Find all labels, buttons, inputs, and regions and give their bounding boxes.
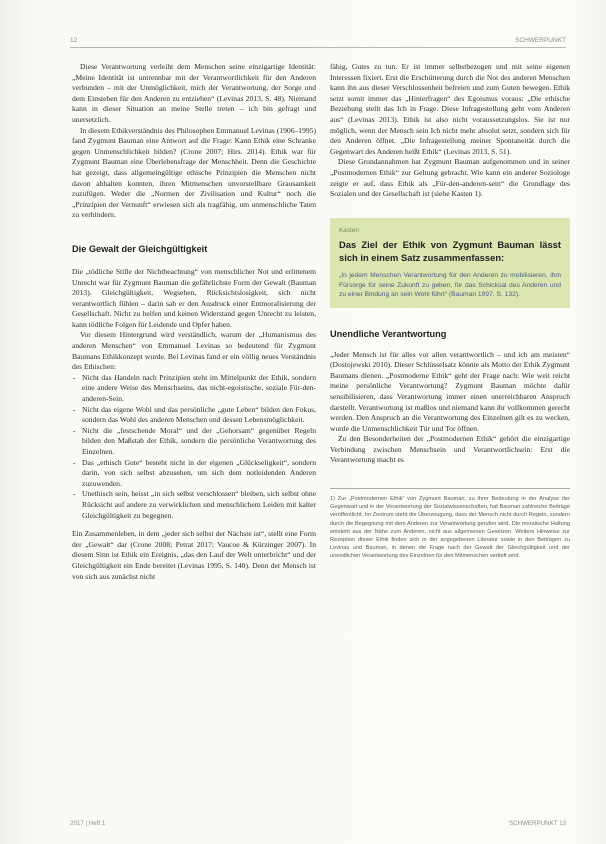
info-box [330,218,570,308]
footer-page: SCHWERPUNKT 13 [509,820,566,827]
page-header [70,34,566,46]
box-quote: „In jedem Menschen Verantwortung für den Anderen zu mobilisieren, ihm Fürsorge für seine Zukunft zu geben, für das Schicksal des Anderen und zu einer Bindung an sein Wohl führt“ (Bauman 1997, S. 132). [339,272,561,299]
paragraph: Diese Grundannahmen hat Zygmunt Bauman aufgenommen und in seiner „Postmodernen Ethik“ zur Geltung gebracht. Wie kann ein anderer Soziologe zeigte er auf, dass Ethik als „Für-den-anderen-sein“ die Grundlage des Sozialen und der Gesellschaft ist (siehe Kasten 1). [330,157,570,199]
bullet-list [72,373,316,521]
section-heading-unendlich: Unendliche Verantwortung [330,328,447,339]
list-item: - Nicht das Handeln nach Prinzipien steht im Mittelpunkt der Ethik, sondern eine andere Weise des Menschseins, das nicht-egoistische, soziale Für-den-anderen-Sein. [82,373,316,405]
box-label: Kasten [339,226,359,234]
paragraph: Vor diesem Hintergrund wird verständlich, warum der „Humanismus des anderen Menschen“ von Emmanuel Levinas so bedeutend für Zygmunt Baumans Ethikkonzept wurde. Bei Levinas fand er ein völlig neues Verständnis des Ethischen: [72,330,316,372]
paragraph: In diesem Ethikverständnis des Philosophen Emmanuel Levinas (1906–1995) fand Zygmunt Bauman eine Antwort auf die Frage: Kann Ethik eine Schranke gegen Unmenschlichkeit bilden? (Crone 2007; Hirs. 2014). Ethik war für Zygmunt Bauman eine Überlebensfrage der Menschheit. Denn die Geschichte hat gezeigt, dass allgemeingültige ethische Prinzipien die Menschen nicht davon abhalten konnten, ihren Mitmenschen unvorstellbare Grausamkeit zuzufügen. Weder die „Normen der Zivilisation und Kultur“ noch die „Prinzipien der Vernunft“ erwiesen sich als tragfähig, um unmenschliche Taten zu verhindern. [72,125,316,220]
list-item: - Nicht das eigene Wohl und das persönliche „gute Leben“ bilden den Fokus, sondern das Wohl des anderen Menschen und dessen Lebensmöglichkeit. [82,405,316,426]
paragraph: Zu den Besonderheiten der „Postmodernen Ethik“ gehört die einzigartige Verbindung zwischen Menschsein und Verantwortlichsein: Erst die Verantwortung macht es [330,434,570,465]
paragraph: Die „tödliche Stille der Nichtbeachtung“ von menschlicher Not und erlittenem Unrecht war für Zygmunt Bauman die gefährlichste Form der Gewalt (Bauman 2013). Gleichgültigkeit, Wegsehen, Rücksichtslosigkeit, sich nicht verantwortlich fühlen – darin sah er den Ausdruck einer Entmoralisierung der Gesellschaft. Nicht zu helfen und keinen Widerstand gegen Unrecht zu leisten, kann tödliche Folgen für Leidende und Opfer haben. [72,266,316,329]
list-item: - Nicht die „festschende Moral“ und der „Gehorsam“ gegenüber Regeln bilden den Maßstab der Ethik, sondern die persönliche Verantwortung des Einzelnen. [82,426,316,458]
paragraph: Diese Verantwortung verleiht dem Menschen seine einzigartige Identität: „Meine Identität ist untrennbar mit der Verantwortlichkeit für den Anderen verbunden – mit der Unmöglichkeit, mich der Verantwortung, der Sorge und dem Einstehen für den Anderen zu entziehen“ (Levinas 2013, S. 48). Niemand kann in dieser Situation an meine Stelle treten – ich bin gefragt und unersetzlich. [72,62,316,124]
left-column [72,62,316,582]
paragraph: Ein Zusammenleben, in dem „jeder sich selbst der Nächste ist“, stellt eine Form der „Gewalt“ dar (Crone 2008; Petrat 2017; Vaucoe & Kürzinger 2007). In diesem Sinn ist Ethik ein Ereignis, „das den Lauf der Welt unterbricht“ und der Gleichgültigkeit ein Ende bereitet (Levinas 1995, S. 140). Denn der Mensch ist von sich aus zunächst nicht [72,529,316,581]
running-title: SCHWERPUNKT [515,36,566,44]
section-heading-gewalt: Die Gewalt der Gleichgültigkeit [72,243,208,254]
footer-issue: 2017 | Heft 1 [70,820,106,827]
paragraph: „Jeder Mensch ist für alles vor allen verantwortlich – und ich am meisten“ (Dostojewski 2010). Dieser Schlüsselsatz könnte als Motto der Ethik Zygmunt Baumans dienen. „Postmoderne Ethik“ geht der Frage nach: Wie weit reicht meine persönliche Verantwortung? Zygmunt Bauman möchte dafür sensibilisieren, dass Verantwortung immer einen unerreichbaren Anspruch darstellt. Verantwortung ist maßlos und niemand kann ihr vollkommen gerecht werden. Den Anspruch an die Verantwortung des Einzelnen gilt es zu wecken, wurde die Unmenschlichkeit Tür und Tor öffnen. [330,349,570,433]
list-item: - Das „ethisch Gute“ besteht nicht in der eigenen „Glückseligkeit“, sondern darin, von sich selbst abzusehen, um sich dem notleidenden Anderen zuzuwenden. [82,458,316,490]
page-footer [70,820,566,830]
paragraph: fähig, Gutes zu tun. Er ist immer selbstbezogen und mit seine eigenen Interessen fixiert. Erst die Erschütterung durch die Not des anderen Menschen kann ihn aus dieser Verschlossenheit befreien und zum Guten bewegen. Ethik setzt somit immer das „Hinterfragen“ des Egoismus voraus: „Die ethische Beziehung stellt das Ich in Frage. Diese Infragestellung geht vom Anderen aus“ (Levinas 2013). Ethik ist also nicht voraussetzungslos. Sie ist nur möglich, wenn der Mensch sein Ich nicht mehr absolut setzt, sondern sich für den Anderen öffnet. „Die Infragestellung meiner Spontaneität durch die Gegenwart des Anderen heißt Ethik“ (Levinas 2013, S. 51). [330,62,570,156]
page-number: 12 [70,36,78,44]
right-column [330,62,570,561]
box-title: Das Ziel der Ethik von Zygmunt Bauman lässt sich in einem Satz zusammenfassen: [339,239,561,263]
footnote: 1) Zur „Postmodernen Ethik“ von Zygmunt Bauman, zu ihrer Bedeutung in der Analyse der Gegenwart und in der Verantwortung der Sozialwissenschaften, hat Bauman zahlreiche Beiträge veröffentlicht. Im Zentrum steht die Überzeugung, dass der Mensch nicht durch Regeln, sondern durch die Begegnung mit dem Anderen zur Verantwortung gerufen wird. Die moralische Haltung entsteht aus der Nähe zum Anderen, nicht aus allgemeinen Gesetzen. Weitere Hinweise zur Rezeption dieser Ethik finden sich in der angegebenen Literatur sowie in den Beiträgen zu Levinas und Bauman, in denen die Frage nach der Gewalt der Gleichgültigkeit und der unendlichen Verantwortung des Einzelnen für den Mitmenschen vertieft wird. [330,488,570,561]
list-item: - Unethisch sein, heisst „in sich selbst verschlossen“ bleiben, sich selbst ohne Rücksicht auf andere zu verwirklichen und menschlichem Leiden mit kalter Gleichgültigkeit zu begegnen. [82,489,316,521]
header-rule [70,47,566,48]
